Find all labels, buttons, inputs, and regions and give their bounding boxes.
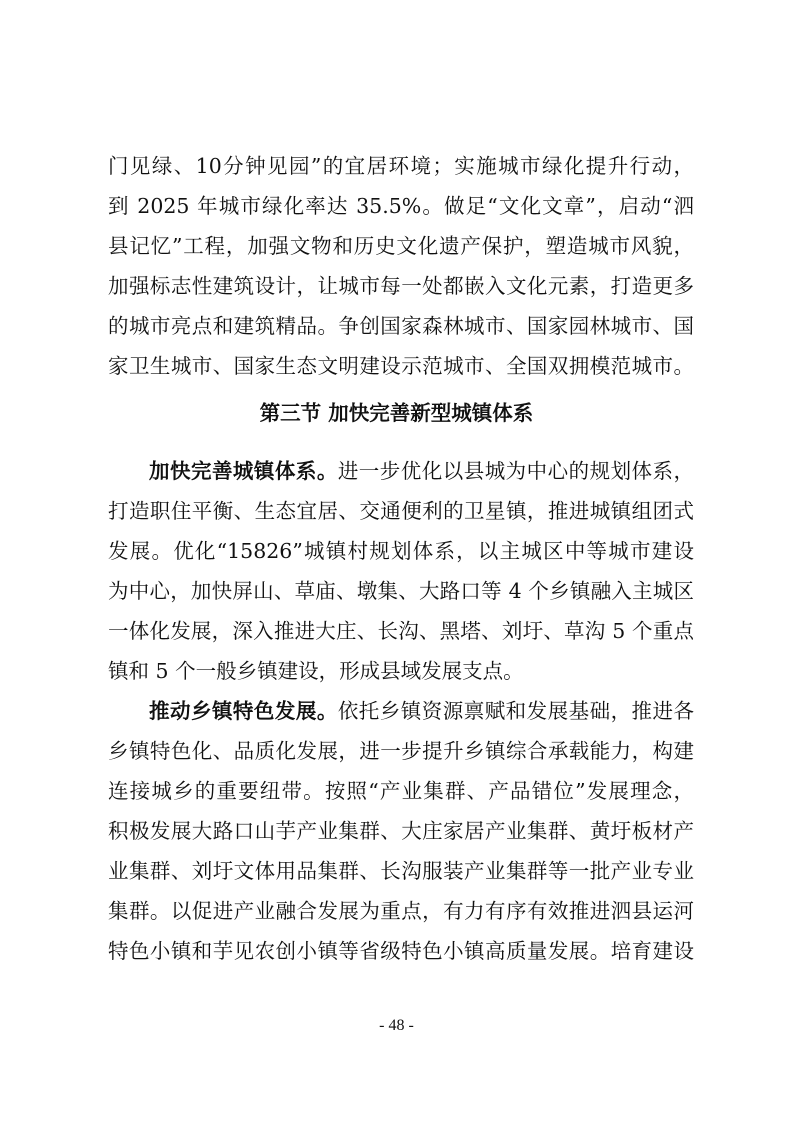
paragraph-township-development: [108, 691, 694, 971]
section-heading: 第三节 加快完善新型城镇体系: [259, 401, 534, 425]
intro-line: 县记忆”工程，加强文物和历史文化遗产保护，塑造城市风貌，: [108, 234, 694, 258]
paragraph-line: 积极发展大路口山芋产业集群、大庄家居产业集群、黄圩板材产: [108, 819, 694, 843]
paragraph-first-line: [108, 691, 694, 731]
paragraph-first-line-text: 进一步优化以县城为中心的规划体系，: [337, 459, 694, 483]
paragraph-line: 打造职住平衡、生态宜居、交通便利的卫星镇，推进城镇组团式: [108, 499, 694, 523]
paragraph-line: 镇和 5 个一般乡镇建设，形成县域发展支点。: [108, 659, 524, 683]
intro-line: 到 2025 年城市绿化率达 35.5%。做足“文化文章”，启动“泗: [108, 194, 694, 218]
paragraph-line: 业集群、刘圩文体用品集群、长沟服装产业集群等一批产业专业: [108, 859, 694, 883]
page-number: - 48 -: [379, 1017, 414, 1034]
paragraph-line: 集群。以促进产业融合发展为重点，有力有序有效推进泗县运河: [108, 899, 694, 923]
paragraph-line: 一体化发展，深入推进大庄、长沟、黑塔、刘圩、草沟 5 个重点: [108, 619, 694, 643]
paragraph-line: 为中心，加快屏山、草庙、墩集、大路口等 4 个乡镇融入主城区: [108, 579, 694, 603]
intro-line: 的城市亮点和建筑精品。争创国家森林城市、国家园林城市、国: [108, 314, 694, 338]
paragraph-first-line: [108, 451, 694, 491]
intro-line: 加强标志性建筑设计，让城市每一处都嵌入文化元素，打造更多: [108, 274, 694, 298]
intro-line: 门见绿、10分钟见园”的宜居环境；实施城市绿化提升行动，: [108, 154, 694, 178]
paragraph-line: 发展。优化“15826”城镇村规划体系，以主城区中等城市建设: [108, 539, 694, 563]
paragraph-line: 乡镇特色化、品质化发展，进一步提升乡镇综合承载能力，构建: [108, 739, 694, 763]
paragraph-line: 特色小镇和芋见农创小镇等省级特色小镇高质量发展。培育建设: [108, 939, 694, 963]
intro-line: 家卫生城市、国家生态文明建设示范城市、全国双拥模范城市。: [108, 354, 694, 378]
paragraph-first-line-text: 依托乡镇资源禀赋和发展基础，推进各: [337, 699, 694, 723]
paragraph-line: 连接城乡的重要纽带。按照“产业集群、产品错位”发展理念，: [108, 779, 694, 803]
paragraph-lead: 加快完善城镇体系。: [149, 459, 338, 483]
paragraph-lead: 推动乡镇特色发展。: [149, 699, 338, 723]
intro-paragraph: [108, 146, 694, 386]
paragraph-urban-system: [108, 451, 694, 691]
